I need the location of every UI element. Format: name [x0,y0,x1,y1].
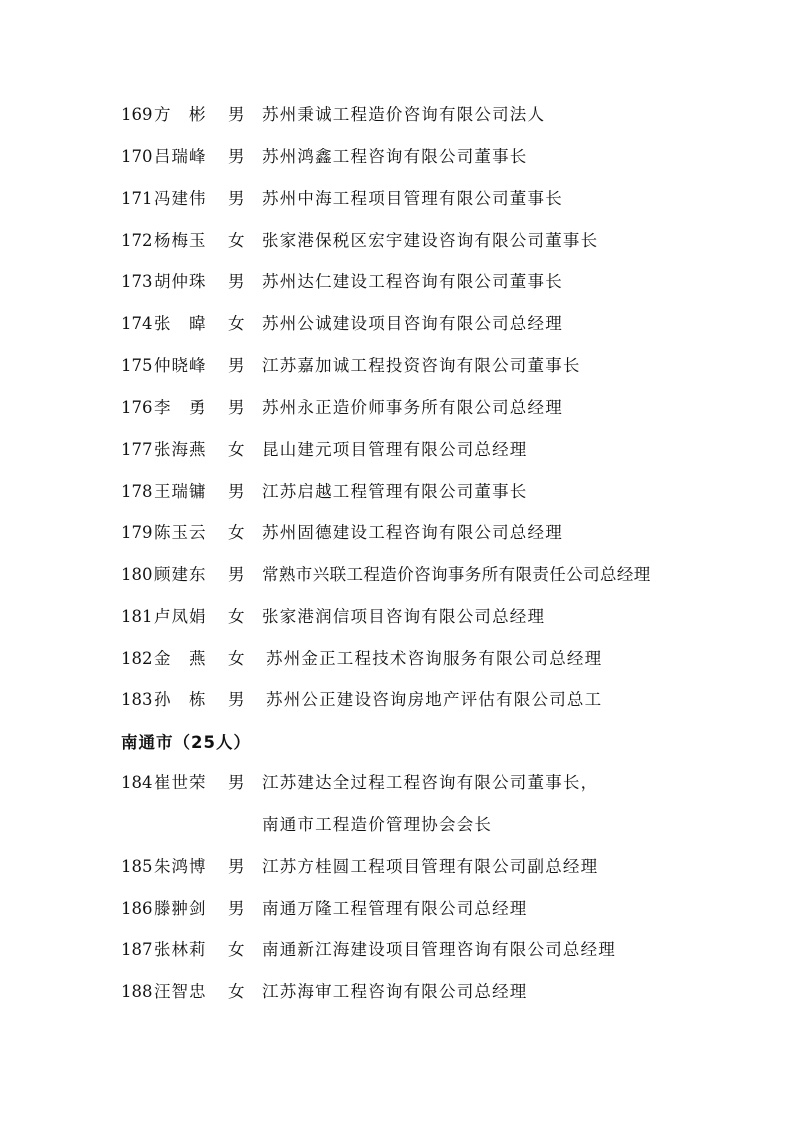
list-item [0,267,793,297]
list-item [0,435,793,465]
person-gender: 女 [228,314,245,333]
list-item [0,184,793,214]
organization-title: 苏州鸿鑫工程咨询有限公司董事长 [262,147,528,166]
person-gender: 男 [228,272,245,291]
organization-title: 张家港保税区宏宇建设咨询有限公司董事长 [262,231,599,250]
organization-title: 江苏启越工程管理有限公司董事长 [262,482,528,501]
list-item [0,351,793,381]
entry-number: 187 [121,940,153,959]
organization-title: 江苏嘉加诚工程投资咨询有限公司董事长 [262,356,581,375]
person-gender: 女 [228,940,245,959]
list-item [0,226,793,256]
person-gender: 男 [228,147,245,166]
organization-title: 江苏海审工程咨询有限公司总经理 [262,982,528,1001]
person-gender: 男 [228,773,245,792]
entry-number: 182 [121,649,153,668]
organization-title: 苏州永正造价师事务所有限公司总经理 [262,398,563,417]
entry-number: 169 [121,105,153,124]
person-name: 杨梅玉 [154,231,207,250]
entry-number: 173 [121,272,153,291]
entry-number: 184 [121,773,153,792]
person-name: 王瑞镛 [154,482,207,501]
organization-title: 昆山建元项目管理有限公司总经理 [262,440,528,459]
person-name: 吕瑞峰 [154,147,207,166]
list-item [0,518,793,548]
list-item [0,142,793,172]
list-item [0,602,793,632]
person-gender: 男 [228,690,245,709]
person-gender: 女 [228,607,245,626]
person-gender: 女 [228,523,245,542]
organization-title: 苏州达仁建设工程咨询有限公司董事长 [262,272,563,291]
person-gender: 女 [228,231,245,250]
person-gender: 女 [228,649,245,668]
person-name: 汪智忠 [154,982,207,1001]
entry-number: 178 [121,482,153,501]
person-name: 张 暐 [154,314,207,333]
list-item [0,768,793,798]
organization-title: 南通新江海建设项目管理咨询有限公司总经理 [262,940,616,959]
organization-title: 苏州中海工程项目管理有限公司董事长 [262,189,563,208]
entry-number: 174 [121,314,153,333]
entry-number: 179 [121,523,153,542]
organization-title: 苏州金正工程技术咨询服务有限公司总经理 [266,649,603,668]
person-gender: 男 [228,899,245,918]
person-gender: 女 [228,982,245,1001]
person-name: 崔世荣 [154,773,207,792]
person-name: 顾建东 [154,565,207,584]
entry-number: 175 [121,356,153,375]
entry-number: 177 [121,440,153,459]
person-name: 张海燕 [154,440,207,459]
entry-number: 183 [121,690,153,709]
person-name: 朱鸿博 [154,857,207,876]
person-gender: 男 [228,356,245,375]
person-gender: 男 [228,105,245,124]
organization-title: 江苏方桂圆工程项目管理有限公司副总经理 [262,857,599,876]
person-name: 滕翀剑 [154,899,207,918]
entry-number: 188 [121,982,153,1001]
person-name: 冯建伟 [154,189,207,208]
organization-title: 张家港润信项目咨询有限公司总经理 [262,607,546,626]
list-item [0,935,793,965]
section-heading: 南通市（25人） [121,733,251,752]
person-gender: 男 [228,398,245,417]
person-name: 胡仲珠 [154,272,207,291]
person-name: 方 彬 [154,105,207,124]
person-gender: 男 [228,189,245,208]
entry-number: 172 [121,231,153,250]
person-gender: 男 [228,482,245,501]
list-item [0,852,793,882]
person-name: 金 燕 [154,649,207,668]
person-name: 李 勇 [154,398,207,417]
entry-number: 176 [121,398,153,417]
person-gender: 女 [228,440,245,459]
entry-number: 186 [121,899,153,918]
person-name: 张林莉 [154,940,207,959]
person-name: 孙 栋 [154,690,207,709]
list-item [0,477,793,507]
list-item [0,560,793,590]
entry-number: 180 [121,565,153,584]
entry-number: 171 [121,189,153,208]
list-item [0,309,793,339]
list-item [0,977,793,1007]
person-name: 陈玉云 [154,523,207,542]
organization-title: 常熟市兴联工程造价咨询事务所有限责任公司总经理 [262,565,651,584]
organization-title: 苏州固德建设工程咨询有限公司总经理 [262,523,563,542]
organization-title: 江苏建达全过程工程咨询有限公司董事长， [262,773,599,792]
person-gender: 男 [228,565,245,584]
person-gender: 男 [228,857,245,876]
list-item-continuation [0,810,793,840]
entry-number: 185 [121,857,153,876]
organization-title: 南通万隆工程管理有限公司总经理 [262,899,528,918]
list-item [0,894,793,924]
entry-number: 170 [121,147,153,166]
organization-title: 苏州公诚建设项目咨询有限公司总经理 [262,314,563,333]
list-item [0,685,793,715]
organization-title-continued: 南通市工程造价管理协会会长 [262,815,493,834]
list-item [0,100,793,130]
person-name: 卢凤娟 [154,607,207,626]
organization-title: 苏州公正建设咨询房地产评估有限公司总工 [266,690,603,709]
person-name: 仲晓峰 [154,356,207,375]
list-item [0,393,793,423]
list-item [0,644,793,674]
entry-number: 181 [121,607,153,626]
organization-title: 苏州秉诚工程造价咨询有限公司法人 [262,105,546,124]
